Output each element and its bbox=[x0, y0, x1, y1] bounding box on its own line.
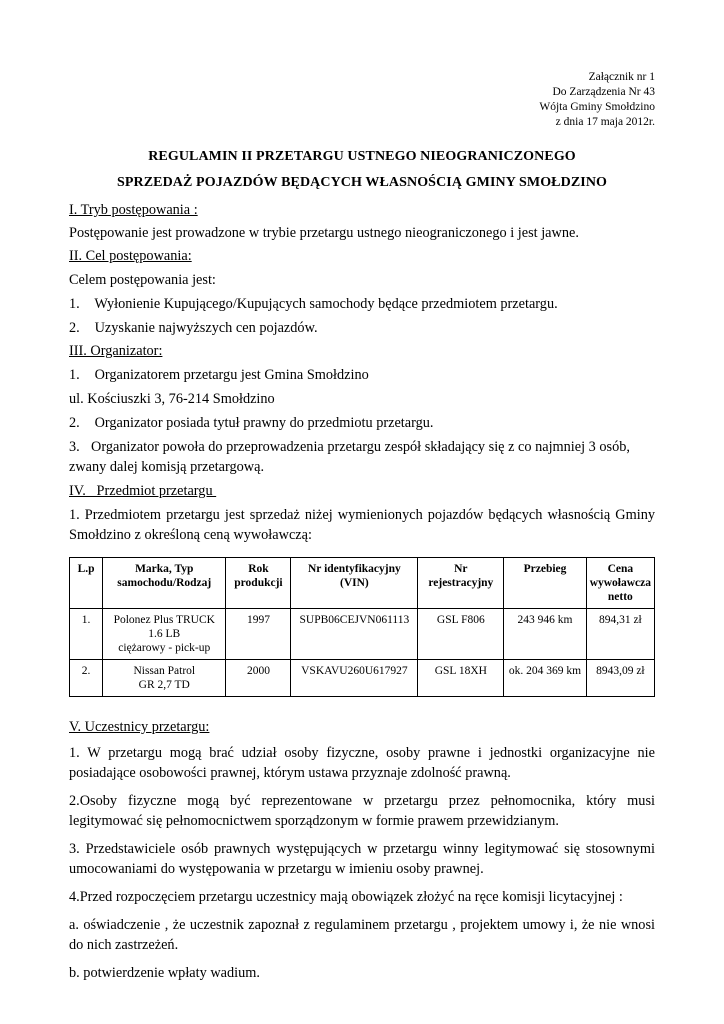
cell-marka-line: GR 2,7 TD bbox=[138, 679, 190, 691]
cell-cena: 8943,09 zł bbox=[586, 660, 654, 697]
cell-lp: 2. bbox=[70, 660, 103, 697]
cell-nr: GSL F806 bbox=[418, 609, 504, 660]
section-2-item bbox=[69, 318, 655, 338]
cell-marka-line: Polonez Plus TRUCK bbox=[113, 614, 215, 626]
section-4-text: 1. Przedmiotem przetargu jest sprzedaż niżej wymienionych pojazdów będących własnością Gminy Smołdzino z określoną ceną wywoławczą: bbox=[69, 507, 655, 543]
section-3-item-1 bbox=[69, 365, 655, 385]
section-2-item bbox=[69, 294, 655, 314]
cell-lp: 1. bbox=[70, 609, 103, 660]
cell-vin: VSKAVU260U617927 bbox=[291, 660, 418, 697]
annex-note bbox=[539, 70, 655, 130]
document-title: REGULAMIN II PRZETARGU USTNEGO NIEOGRANICZONEGO bbox=[148, 149, 576, 164]
cell-vin: SUPB06CEJVN061113 bbox=[291, 609, 418, 660]
cell-cena: 894,31 zł bbox=[586, 609, 654, 660]
cell-nr: GSL 18XH bbox=[418, 660, 504, 697]
section-5-paragraph-3: 3. Przedstawiciele osób prawnych występujących w przetargu winny legitymować się stosownymi umocowaniami do występowania w przetargu w imieniu osoby prawnej. bbox=[69, 841, 655, 877]
section-5-paragraph-4: 4.Przed rozpoczęciem przetargu uczestnicy mają obowiązek złożyć na ręce komisji licytacyjnej : bbox=[69, 889, 623, 905]
list-text: Organizator powoła do przeprowadzenia przetargu zespół składający się z co najmniej 3 osób, zwany dalej komisją przetargową. bbox=[69, 439, 630, 475]
cell-przebieg: ok. 204 369 km bbox=[504, 660, 586, 697]
table-header-row bbox=[70, 558, 655, 609]
list-number: 2. bbox=[69, 320, 80, 336]
section-2-intro: Celem postępowania jest: bbox=[69, 272, 216, 288]
cell-marka bbox=[103, 660, 226, 697]
list-text: Organizator posiada tytuł prawny do przedmiotu przetargu. bbox=[94, 415, 434, 431]
list-number: 2. bbox=[69, 415, 80, 431]
col-rok-header: Rok produkcji bbox=[226, 558, 291, 609]
col-przebieg-header: Przebieg bbox=[504, 558, 586, 609]
cell-marka bbox=[103, 609, 226, 660]
cell-rok: 1997 bbox=[226, 609, 291, 660]
section-4-heading: IV. Przedmiot przetargu bbox=[69, 483, 217, 499]
document-subtitle: SPRZEDAŻ POJAZDÓW BĘDĄCYCH WŁASNOŚCIĄ GMINY SMOŁDZINO bbox=[116, 175, 608, 190]
list-number: 3. bbox=[69, 439, 80, 455]
cell-marka-line: 1.6 LB bbox=[148, 628, 181, 640]
list-number: 1. bbox=[69, 296, 80, 312]
section-5-item-b: b. potwierdzenie wpłaty wadium. bbox=[69, 965, 260, 981]
col-lp-header: L.p bbox=[70, 558, 103, 609]
document-body bbox=[69, 198, 655, 983]
cell-marka-line: Nissan Patrol bbox=[133, 665, 196, 677]
section-3-item-2 bbox=[69, 413, 655, 433]
col-vin-header: Nr identyfikacyjny (VIN) bbox=[291, 558, 418, 609]
col-nr-header: Nr rejestracyjny bbox=[418, 558, 504, 609]
section-5-heading: V. Uczestnicy przetargu: bbox=[69, 719, 210, 735]
section-1-heading: I. Tryb postępowania : bbox=[69, 202, 198, 218]
col-marka-header: Marka, Typ samochodu/Rodzaj bbox=[103, 558, 226, 609]
table-row bbox=[70, 609, 655, 660]
list-text: Wyłonienie Kupującego/Kupujących samochody będące przedmiotem przetargu. bbox=[94, 296, 558, 312]
section-1-text: Postępowanie jest prowadzone w trybie przetargu ustnego nieograniczonego i jest jawne. bbox=[69, 225, 579, 241]
cell-marka-line: ciężarowy - pick-up bbox=[118, 642, 211, 654]
section-5-paragraph-2: 2.Osoby fizyczne mogą być reprezentowane w przetargu przez pełnomocnika, który musi legitymować się pełnomocnictwem sporządzonym w formie prawem przewidzianym. bbox=[69, 793, 655, 829]
section-5-item-a: a. oświadczenie , że uczestnik zapoznał z regulaminem przetargu , projektem umowy i, że nie wnosi do nich zastrzeżeń. bbox=[69, 917, 655, 953]
vehicles-table bbox=[69, 557, 655, 697]
cell-przebieg: 243 946 km bbox=[504, 609, 586, 660]
section-3-item-3 bbox=[69, 437, 655, 477]
section-3-address: ul. Kościuszki 3, 76-214 Smołdzino bbox=[69, 391, 275, 407]
annex-line-3: Wójta Gminy Smołdzino bbox=[539, 101, 655, 113]
list-text: Uzyskanie najwyższych cen pojazdów. bbox=[94, 320, 318, 336]
annex-line-2: Do Zarządzenia Nr 43 bbox=[552, 86, 655, 98]
section-3-heading: III. Organizator: bbox=[69, 343, 163, 359]
col-cena-header: Cena wywoławcza netto bbox=[586, 558, 654, 609]
cell-rok: 2000 bbox=[226, 660, 291, 697]
annex-line-4: z dnia 17 maja 2012r. bbox=[555, 116, 655, 128]
annex-line-1: Załącznik nr 1 bbox=[588, 71, 655, 83]
table-row bbox=[70, 660, 655, 697]
list-text: Organizatorem przetargu jest Gmina Smołdzino bbox=[94, 367, 369, 383]
section-2-heading: II. Cel postępowania: bbox=[69, 248, 192, 264]
section-5-paragraph-1: 1. W przetargu mogą brać udział osoby fizyczne, osoby prawne i jednostki organizacyjne nie posiadające osobowości prawnej, którym ustawa przyznaje zdolność prawną. bbox=[69, 745, 655, 781]
list-number: 1. bbox=[69, 367, 80, 383]
